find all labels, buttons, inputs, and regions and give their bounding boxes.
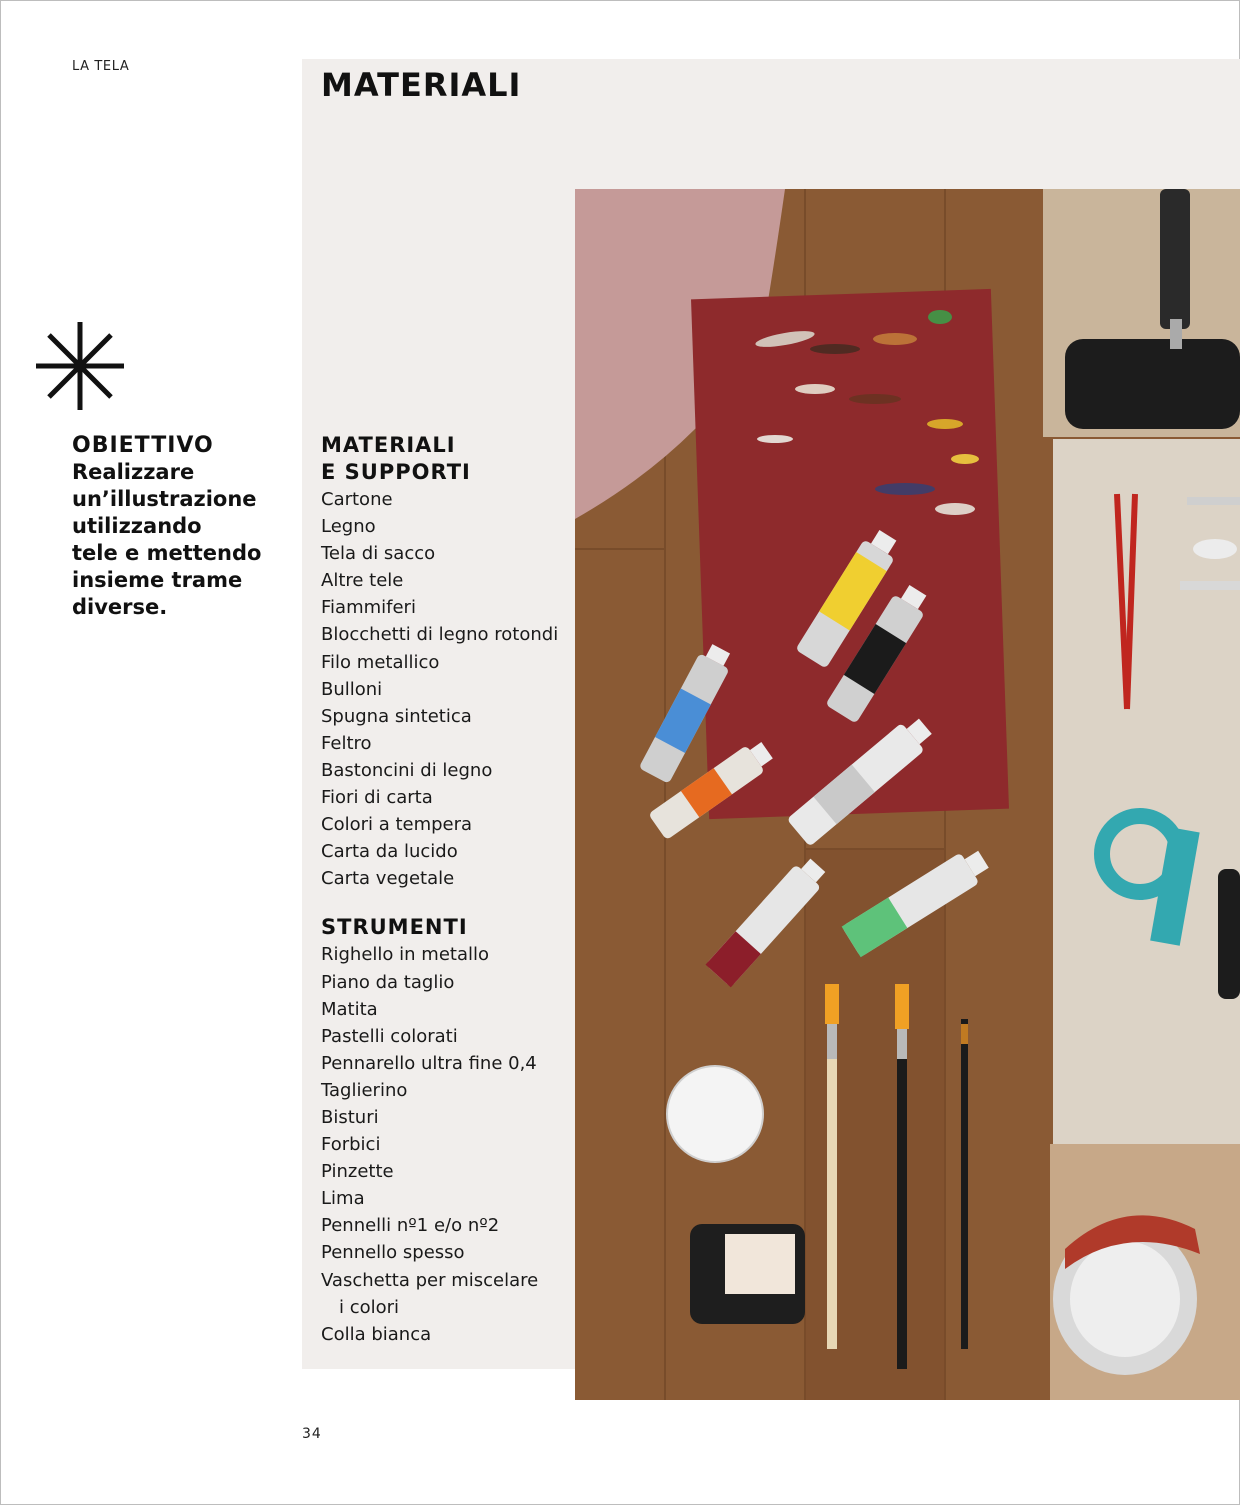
objective-block: [72, 432, 298, 621]
black-ring: [1218, 869, 1240, 999]
materials-and-tools: [321, 432, 581, 1348]
objective-line: un’illustrazione: [72, 487, 257, 511]
objective-line: diverse.: [72, 595, 168, 619]
objective-line: utilizzando: [72, 514, 202, 538]
objective-line: insieme trame: [72, 568, 243, 592]
running-head: LA TELA: [72, 59, 130, 74]
page-title: MATERIALI: [321, 66, 522, 104]
list-item: Legno: [321, 516, 376, 538]
list-item: Carta vegetale: [321, 868, 455, 890]
objective-line: tele e mettendo: [72, 541, 262, 565]
list-item: Righello in metallo: [321, 944, 489, 966]
list-item: Bulloni: [321, 678, 383, 700]
objective-line: Realizzare: [72, 460, 195, 484]
list-item: Tela di sacco: [321, 543, 436, 565]
list-item: Bisturi: [321, 1106, 379, 1128]
materials-photo-drawing: [575, 189, 1240, 1400]
list-item: Filo metallico: [321, 651, 440, 673]
materials-list: [321, 486, 581, 892]
list-item: Pennarello ultra fine 0,4: [321, 1052, 537, 1074]
list-item: Altre tele: [321, 570, 404, 592]
objective-label: OBIETTIVO: [72, 433, 214, 458]
list-item: Spugna sintetica: [321, 705, 472, 727]
tools-heading: STRUMENTI: [321, 915, 468, 940]
list-item: Vaschetta per miscelare: [321, 1269, 539, 1291]
list-item: Pennelli nº1 e/o nº2: [321, 1215, 500, 1237]
materials-heading-line2: E SUPPORTI: [321, 460, 471, 484]
list-item: Lima: [321, 1188, 365, 1210]
list-item: Pastelli colorati: [321, 1025, 458, 1047]
list-item: Fiammiferi: [321, 597, 416, 619]
materials-photo: [575, 189, 1240, 1400]
glue-bottle: [667, 1066, 763, 1162]
list-item: Bastoncini di legno: [321, 759, 493, 781]
red-board: [691, 289, 1009, 819]
list-item: Pinzette: [321, 1161, 394, 1183]
asterisk-icon: [34, 320, 126, 412]
list-item: Carta da lucido: [321, 841, 458, 863]
list-item: Feltro: [321, 732, 372, 754]
list-item: Pennello spesso: [321, 1242, 465, 1264]
list-item: Fiori di carta: [321, 787, 433, 809]
tools-list: [321, 941, 581, 1347]
list-item: Taglierino: [321, 1079, 408, 1101]
page-number: 34: [302, 1426, 322, 1442]
materials-heading: MATERIALI: [321, 433, 456, 457]
list-item: Blocchetti di legno rotondi: [321, 624, 559, 646]
list-item: Colori a tempera: [321, 814, 473, 836]
list-item: i colori: [339, 1296, 400, 1318]
list-item: Cartone: [321, 489, 393, 510]
list-item: Piano da taglio: [321, 971, 455, 993]
list-item: Forbici: [321, 1134, 381, 1156]
list-item: Matita: [321, 998, 378, 1020]
list-item: Colla bianca: [321, 1323, 432, 1345]
